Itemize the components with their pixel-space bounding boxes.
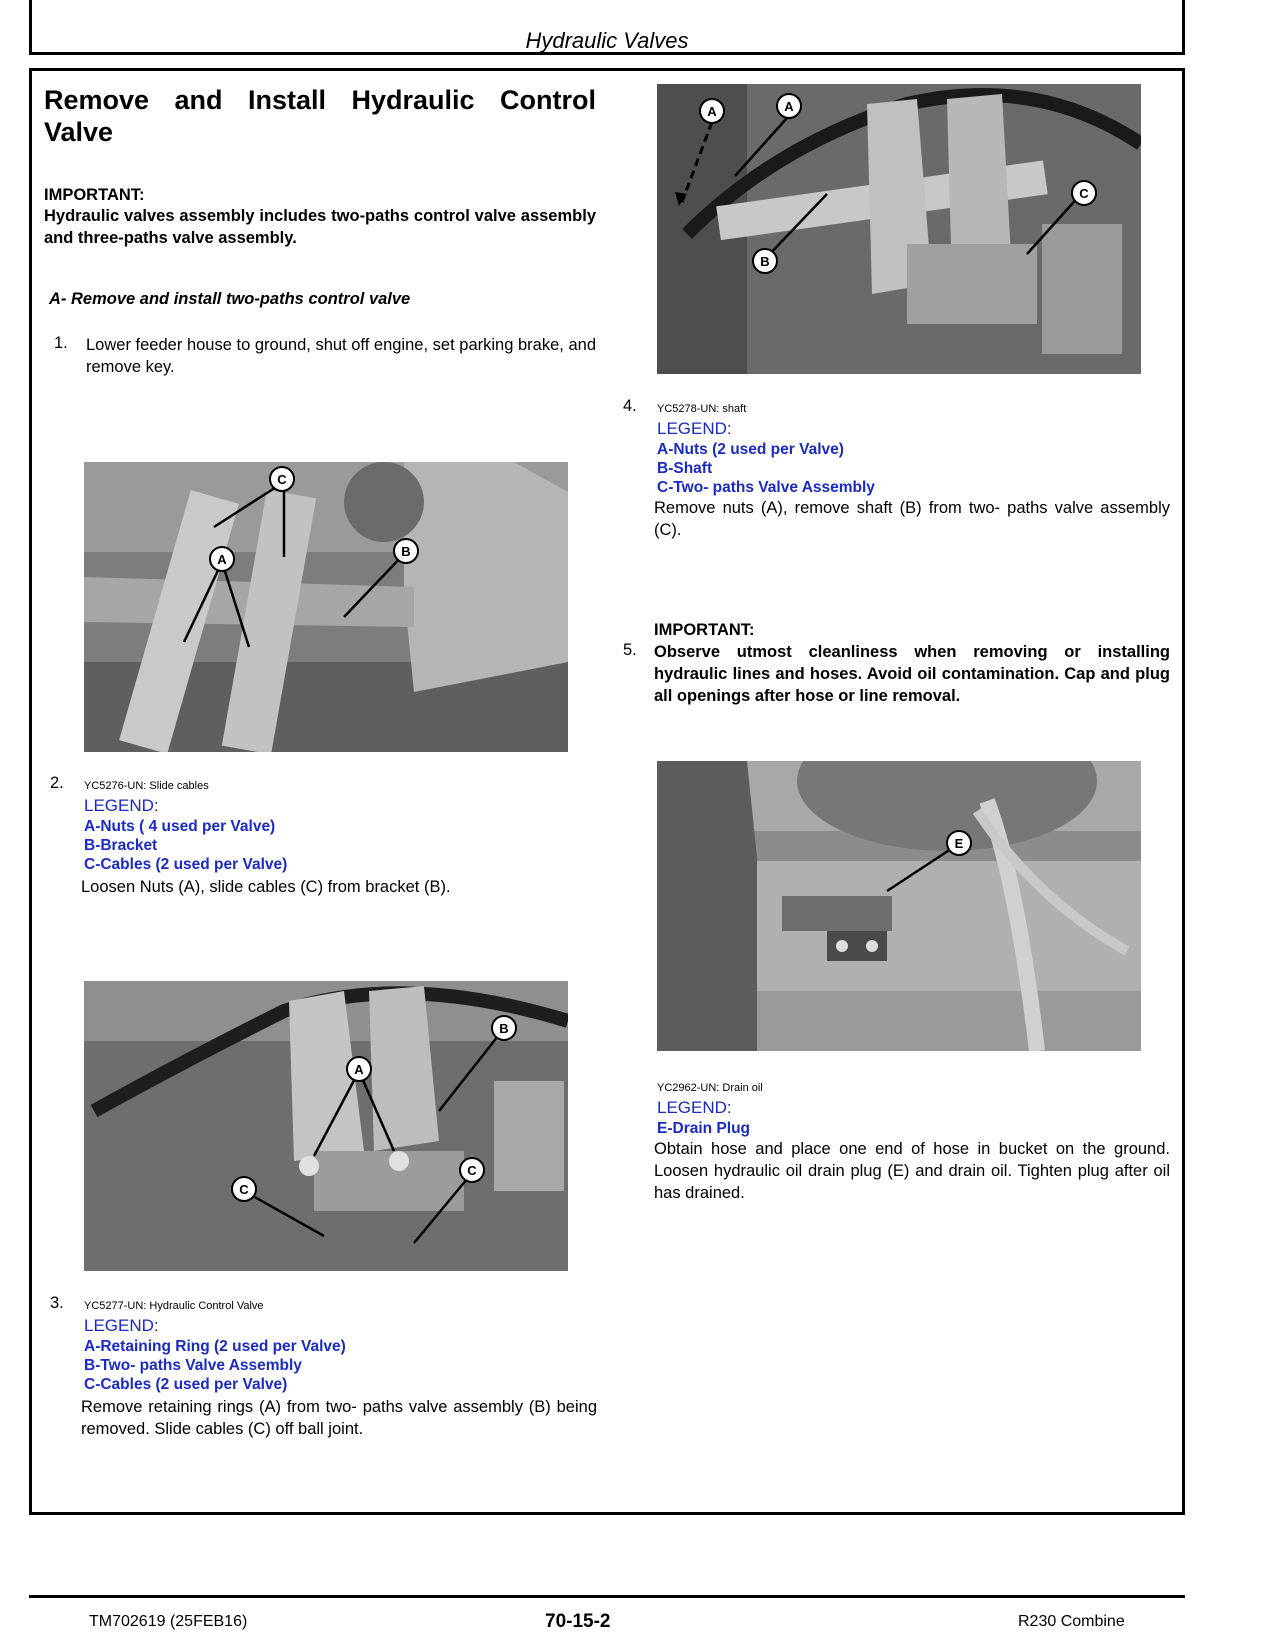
drain-oil-legend-label: LEGEND: [657, 1098, 732, 1117]
callout-a [210, 547, 234, 571]
step-3-legend-c: C-Cables (2 used per Valve) [84, 1376, 288, 1393]
callout-c-2-right-label: C [467, 1163, 477, 1178]
callout-b-3-label: B [760, 254, 770, 269]
photo-slide-cables [84, 462, 568, 752]
callout-c-3 [1072, 181, 1096, 205]
photo-hydraulic-control-valve [84, 981, 568, 1271]
callout-a-3-right [777, 94, 801, 118]
step-3-legend-label: LEGEND: [84, 1316, 159, 1335]
step-4-number: 4. [623, 397, 637, 415]
step-4-caption: YC5278-UN: shaft [657, 403, 747, 415]
section-title [44, 84, 596, 148]
important-text: Hydraulic valves assembly includes two-paths control valve assembly and three-paths valve assembly. [44, 207, 596, 247]
callout-b [394, 539, 418, 563]
drain-oil-legend-e: E-Drain Plug [657, 1120, 751, 1137]
footer-rule [29, 1595, 1185, 1598]
callout-a-3-right-label: A [784, 99, 794, 114]
step-3-caption: YC5277-UN: Hydraulic Control Valve [84, 1300, 264, 1312]
step-2-caption: YC5276-UN: Slide cables [84, 780, 209, 792]
callout-a-3-left-label: A [707, 104, 717, 119]
step-4-legend-a: A-Nuts (2 used per Valve) [657, 441, 844, 458]
step-3-number: 3. [50, 1294, 64, 1312]
step-2-number: 2. [50, 774, 64, 792]
step-2-legend-a: A-Nuts ( 4 used per Valve) [84, 818, 276, 835]
footer-page-number: 70-15-2 [545, 1611, 611, 1632]
step-1-number: 1. [54, 334, 68, 352]
footer-product: R230 Combine [1018, 1613, 1125, 1630]
callout-a-label: A [217, 552, 227, 567]
callout-a-2-label: A [354, 1062, 364, 1077]
callout-a-3-left [700, 99, 724, 123]
drain-oil-text: Obtain hose and place one end of hose in bucket on the ground. Loosen hydraulic oil drain plug (E) and drain oil. Tighten plug after oil has drained. [654, 1140, 1170, 1202]
section-title-line1: Remove and Install Hydraulic Control [44, 85, 596, 115]
callout-b-2-label: B [499, 1021, 509, 1036]
callout-c-3-label: C [1079, 186, 1089, 201]
step-3-legend-b: B-Two- paths Valve Assembly [84, 1357, 302, 1374]
step-4-text: Remove nuts (A), remove shaft (B) from two- paths valve assembly (C). [654, 499, 1170, 539]
step-2-legend-c: C-Cables (2 used per Valve) [84, 856, 288, 873]
subheading: A- Remove and install two-paths control valve [49, 290, 411, 308]
callout-c-label: C [277, 472, 287, 487]
drain-oil-caption: YC2962-UN: Drain oil [657, 1082, 763, 1094]
step-2-legend-label: LEGEND: [84, 796, 159, 815]
step-4-legend-b: B-Shaft [657, 460, 713, 477]
important-label: IMPORTANT: [44, 186, 145, 204]
step-4-legend-label: LEGEND: [657, 419, 732, 438]
callout-c [270, 467, 294, 491]
step-5-number: 5. [623, 641, 637, 659]
callout-b-2 [492, 1016, 516, 1040]
step-5-important-label: IMPORTANT: [654, 621, 755, 639]
step-3-legend-a: A-Retaining Ring (2 used per Valve) [84, 1338, 346, 1355]
callout-e-label: E [954, 836, 964, 851]
callout-c-2-left-label: C [239, 1182, 249, 1197]
callout-a-2 [347, 1057, 371, 1081]
step-4-legend-c: C-Two- paths Valve Assembly [657, 479, 875, 496]
callout-e [947, 831, 971, 855]
step-3-text: Remove retaining rings (A) from two- paths valve assembly (B) being removed. Slide cables (C) off ball joint. [81, 1398, 597, 1438]
photo-shaft [657, 84, 1141, 374]
step-2-text: Loosen Nuts (A), slide cables (C) from bracket (B). [81, 878, 451, 896]
step-2-legend-b: B-Bracket [84, 837, 158, 854]
step-5-text: Observe utmost cleanliness when removing or installing hydraulic lines and hoses. Avoid oil contamination. Cap and plug all openings after hose or line removal. [654, 643, 1170, 705]
section-title-line2: Valve [44, 117, 114, 147]
page-header-title: Hydraulic Valves [525, 28, 689, 53]
callout-c-2-right [460, 1158, 484, 1182]
footer-doc-id: TM702619 (25FEB16) [89, 1613, 248, 1630]
callout-b-3 [753, 249, 777, 273]
photo-drain-oil [657, 761, 1141, 1051]
step-1-text: Lower feeder house to ground, shut off engine, set parking brake, and remove key. [86, 336, 596, 376]
callout-c-2-left [232, 1177, 256, 1201]
callout-b-label: B [401, 544, 411, 559]
